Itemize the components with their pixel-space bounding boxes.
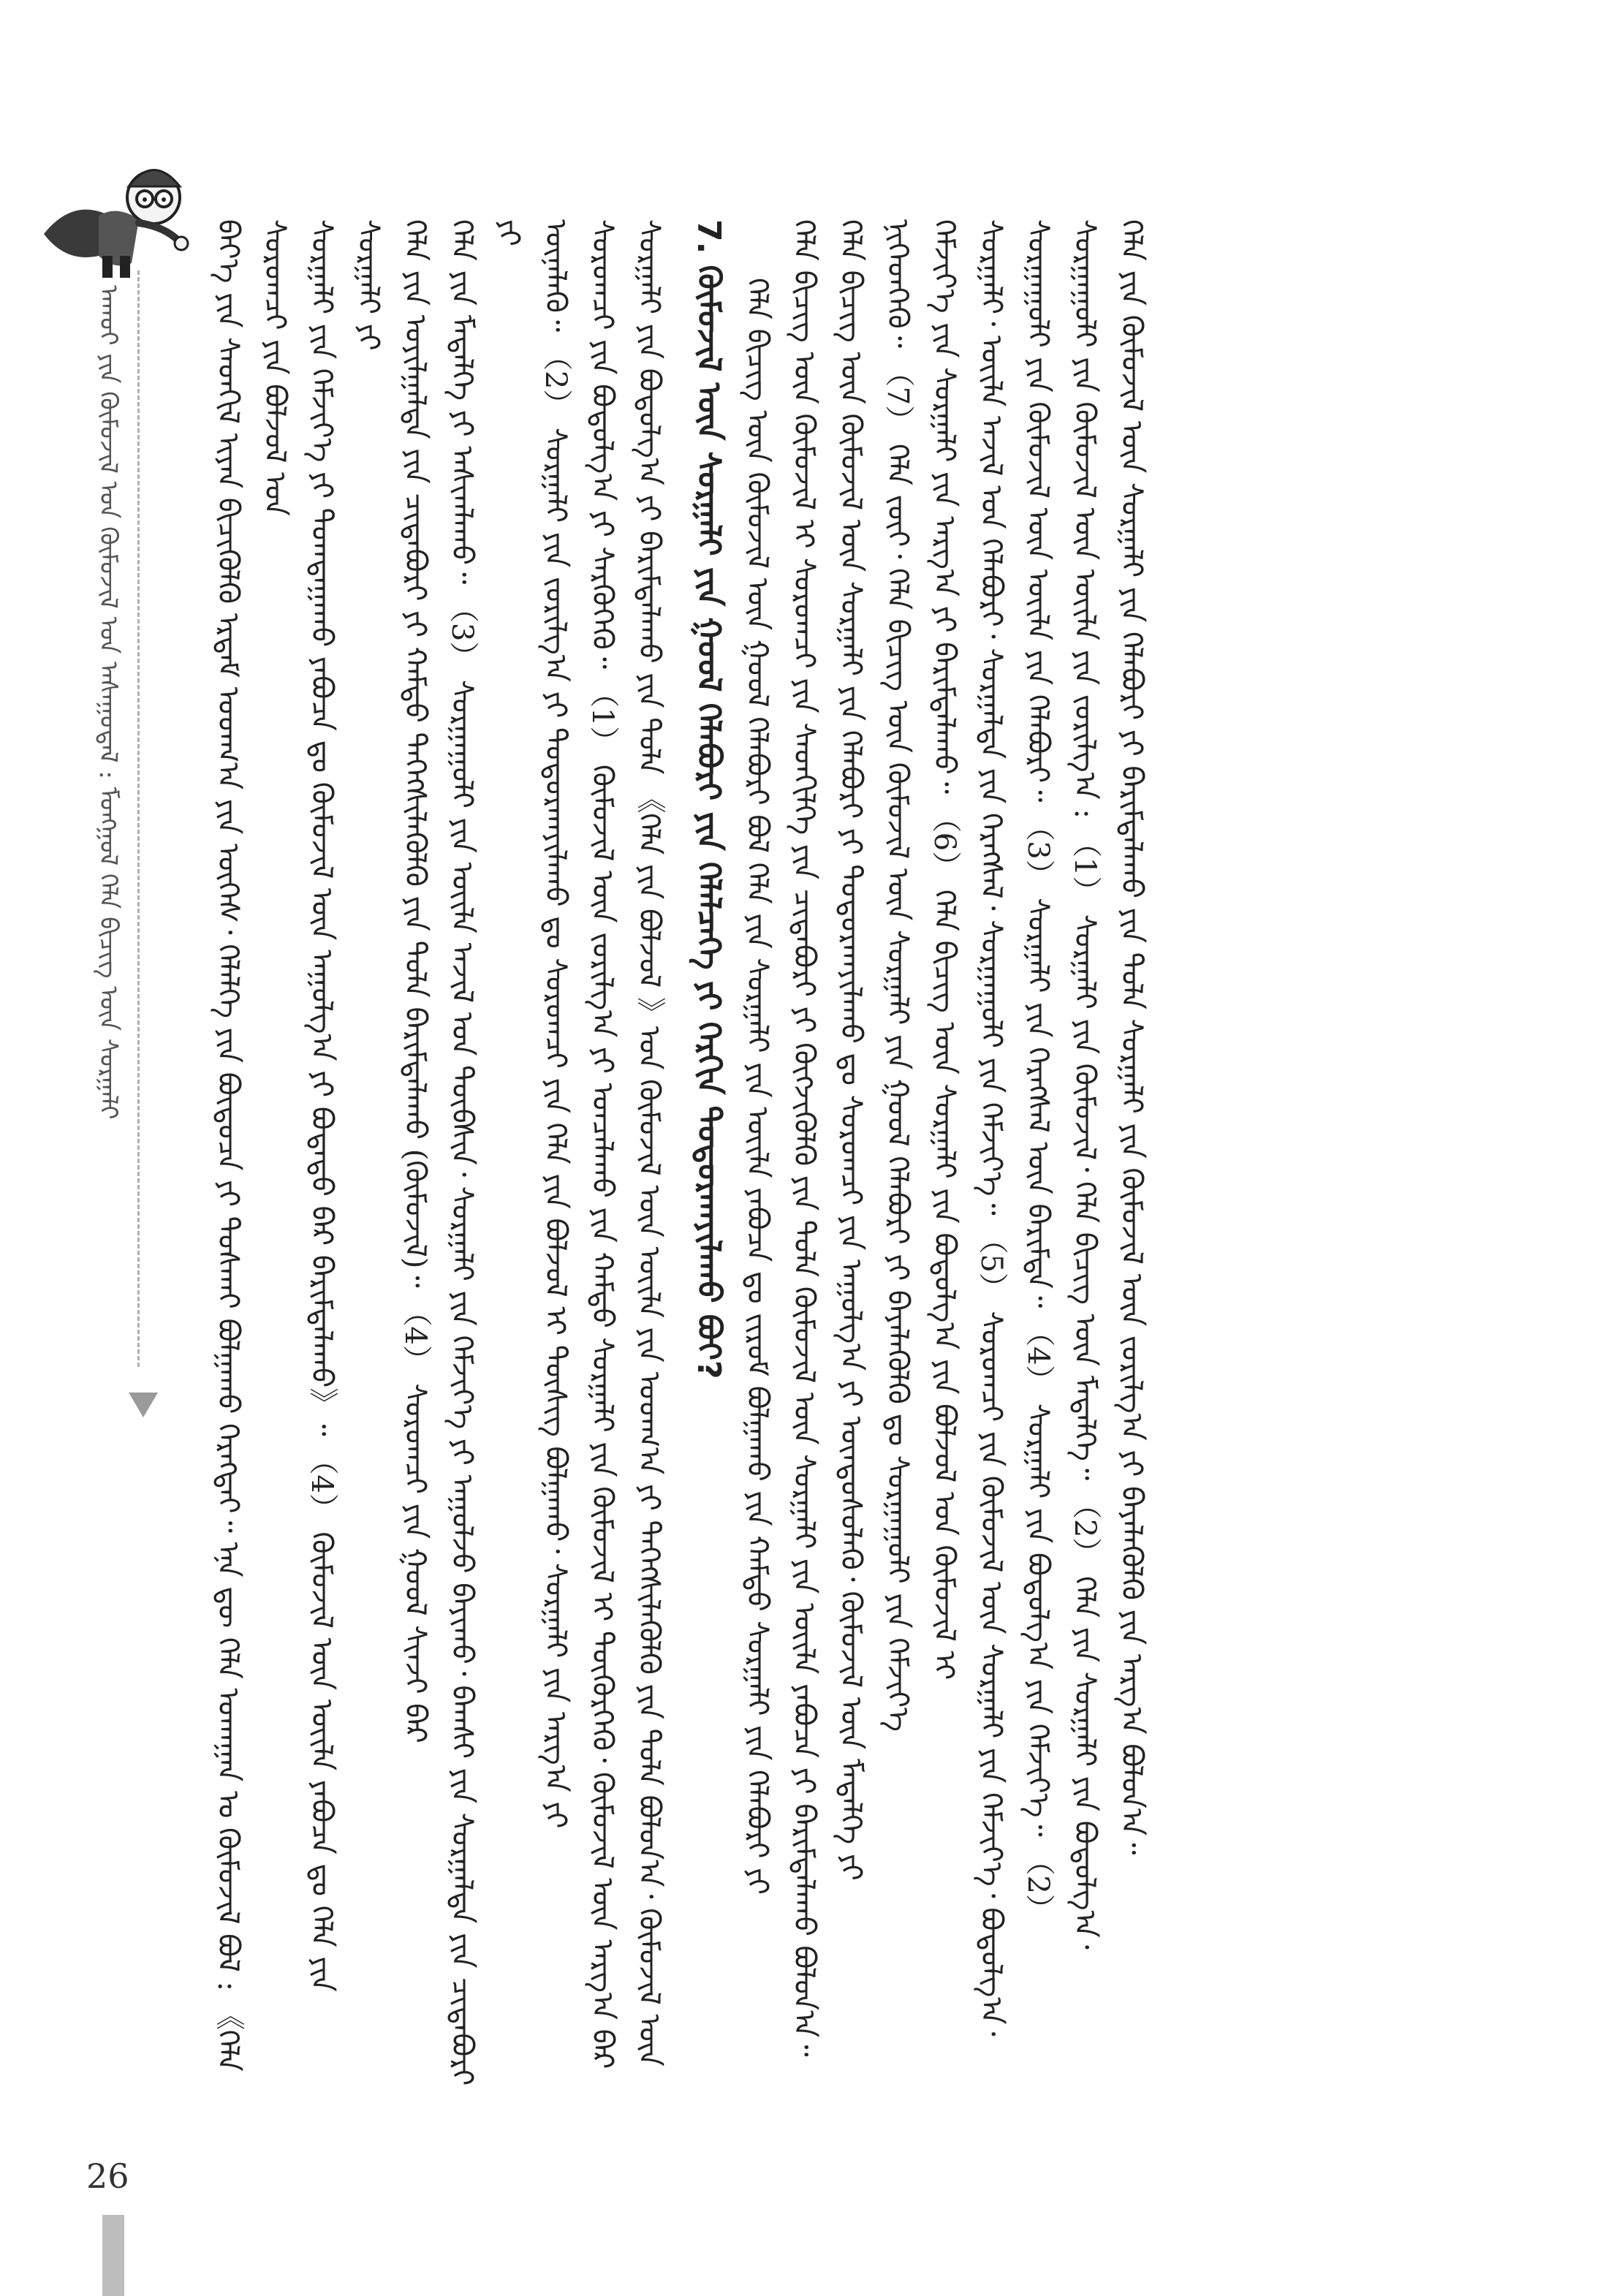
body-paragraph: ᠰᠤᠷᠭᠠᠯᠢ ᠶᠢᠨ ᠪᠣᠳᠤᠯᠭ᠎ᠠ ᠶᠢ ᠪᠠᠷᠢᠮᠲᠠᠯᠠᠬᠤ ᠶᠢᠨ ᠲᠤᠯᠠ 《ᠬᠡᠯᠡ ᠶᠢᠨ ᠪᠣᠯᠵᠣᠯ 》ᠤᠨ ᠬᠦᠮᠦᠵᠢᠯ ᠦᠨ ᠦᠢᠯᠡ ᠶᠢᠨ ᠤᠳᠬ᠎ᠠ ᠶᠢ ᠳᠡᠭᠡᠭᠰᠢᠯᠡᠭᠦᠯᠬᠦ ᠶᠢᠨ ᠲᠤᠯᠠ ᠪᠣᠯᠤᠨ᠎ᠠ᠂ ᠬᠦᠮᠦᠵᠢᠯ ᠦᠨ <box>632 219 666 2066</box>
section-paragraph: ᠬᠡᠯᠡ ᠶᠢᠨ ᠬᠦᠮᠦᠵᠢᠯ ᠦᠨ ᠰᠤᠷᠭᠠᠯᠢ ᠶᠢᠨ ᠬᠡᠯᠡᠪᠦᠷᠢ ᠶᠢ ᠪᠠᠷᠢᠮᠲᠠᠯᠠᠬᠤ ᠶᠢᠨ ᠲᠤᠯᠠ ᠰᠤᠷᠭᠠᠯᠢ ᠶᠢᠨ ᠬᠦᠮᠦᠵᠢᠯ ᠦᠨ ᠵᠣᠷᠢᠯᠭ᠎ᠠ ᠶᠢ ᠪᠡᠶᠡᠯᠡᠭᠦᠯᠬᠦ ᠶᠢᠨ ᠠᠷᠭ᠎ᠠ ᠪᠣᠯᠤᠨ᠎ᠠ᠃ <box>1115 219 1148 1855</box>
section-paragraph: ᠬᠡᠯᠡ ᠪᠢᠴᠢᠭ ᠦᠨ ᠬᠦᠮᠦᠵᠢᠯ ᠢ ᠰᠤᠷᠤᠭᠴᠢ ᠶᠢᠨ ᠰᠡᠳᠬᠢᠯᠭᠡ ᠶᠢᠨ ᠴᠢᠳᠠᠪᠤᠷᠢ ᠶᠢ ᠬᠥᠭᠵᠢᠭᠦᠯᠬᠦ ᠶᠢᠨ ᠲᠤᠯᠠ ᠬᠦᠮᠦᠵᠢᠯ ᠦᠨ ᠰᠤᠷᠭᠠᠯᠢ ᠶᠢᠨ ᠦᠢᠯᠡ ᠶᠠᠪᠤᠴᠠ ᠶᠢ ᠪᠠᠷᠢᠮᠲᠠᠯᠠᠬᠤ ᠪᠣᠯᠤᠨ᠎ᠠ᠃ <box>787 219 821 2057</box>
body-paragraph: ᠬᠡᠯᠡ ᠶᠢᠨ ᠮᠡᠳᠡᠯᠭᠡ ᠶᠢ ᠠᠰᠢᠭᠯᠠᠬᠤ᠃ （3） ᠰᠤᠷᠭᠠᠭᠤᠯᠢ ᠶᠢᠨ ᠦᠢᠯᠡ ᠠᠵᠢᠯ ᠤᠨ ᠲᠦᠪᠰᠢᠨ᠂ ᠰᠤᠷᠭᠠᠯᠢ ᠶᠢᠨ ᠬᠡᠮᠵᠢᠶ᠎ᠡ ᠶᠢ ᠠᠭᠤᠯᠵᠤ ᠪᠠᠶᠢᠬᠤ᠂ ᠪᠠᠭᠰᠢ ᠶᠢᠨ ᠰᠤᠷᠭᠠᠯᠲᠠ ᠶᠢᠨ ᠴᠢᠳᠠᠪᠤᠷᠢ ᠶᠢ <box>445 219 526 2086</box>
section-paragraph: ᠨᠢᠭᠡᠳᠭᠡᠬᠦ᠃ （7） ᠬᠡᠯᠡ ᠵᠦᠢ᠂ ᠬᠡᠯᠡ ᠪᠢᠴᠢᠭ ᠦᠨ ᠬᠦᠮᠦᠵᠢᠯ ᠦᠨ ᠰᠤᠷᠭᠠᠯᠢ ᠶᠢᠨ ᠭᠣᠣᠯ ᠬᠡᠯᠡᠪᠦᠷᠢ ᠶᠢ ᠪᠡᠶᠡᠯᠡᠭᠦᠯᠬᠦ ᠳᠤ ᠰᠤᠷᠭᠠᠭᠤᠯᠢ ᠶᠢᠨ ᠬᠡᠮᠵᠢᠶ᠎ᠡ <box>881 219 914 1732</box>
running-header: ᠠᠬᠤᠢ ᠶᠢᠨ ᠬᠦᠮᠦᠵᠢᠯ ᠤᠨ ᠬᠦᠮᠦᠵᠢᠯ ᠤᠨ ᠠᠰᠠᠭᠤᠳᠠᠯ : ᠮᠣᠩᠭᠣᠯ ᠬᠡᠯᠡ ᠪᠢᠴᠢᠭ ᠦᠨ ᠰᠤᠷᠭᠠᠯᠢ <box>94 285 123 1120</box>
page-edge-bar <box>102 2215 124 2296</box>
body-paragraph: ᠬᠡᠯᠡ ᠶᠢᠨ ᠣᠶᠢᠯᠭᠠᠯᠲᠠ ᠶᠢᠨ ᠴᠢᠳᠠᠪᠤᠷᠢ ᠶᠢ ᠬᠠᠮᠲᠤ ᠳᠡᠭᠡᠭᠰᠢᠯᠡᠭᠦᠯᠬᠦ ᠶᠢᠨ ᠲᠤᠯᠠ ᠪᠠᠷᠢᠮᠲᠠᠯᠠᠬᠤ (ᠬᠦᠮᠦᠵᠢᠯ)᠃ （4） ᠰᠤᠷᠤᠭᠴᠢ ᠶᠢᠨ ᠭᠣᠣᠯ ᠰᠢᠨᠵᠢ ᠪᠠᠷ <box>398 219 432 1743</box>
section-paragraph: ᠬᠡᠮᠵᠢᠶ᠎ᠡ ᠶᠢᠨ ᠰᠤᠷᠭᠠᠯᠢ ᠶᠢᠨ ᠠᠷᠭ᠎ᠠ ᠶᠢ ᠪᠠᠷᠢᠮᠲᠠᠯᠠᠬᠤ᠃ （6） ᠬᠡᠯᠡ ᠪᠢᠴᠢᠭ ᠦᠨ ᠰᠤᠷᠭᠠᠯᠢ ᠶᠢᠨ ᠪᠣᠳᠤᠯᠭ᠎ᠠ ᠶᠢᠨ ᠪᠣᠯᠵᠣᠯ ᠤᠨ ᠬᠦᠮᠦᠵᠢᠯ ᠢ <box>928 219 961 1681</box>
body-paragraph: ᠪᠡᠶ᠎ᠡ ᠶᠢᠨ ᠰᠡᠳᠬᠢᠯ ᠢᠶᠡᠨ ᠪᠢᠴᠢᠭᠦᠯᠬᠦ ᠡᠷᠳᠡᠮ ᠤᠳᠬ᠎ᠠ ᠶᠢᠨ ᠦᠭᠡᠰ᠂ ᠬᠡᠯᠡᠯᠭᠡ ᠶᠢᠨ ᠪᠦᠲᠦᠴᠡ ᠶᠢ ᠲᠤᠰᠬᠠᠢ ᠪᠣᠯᠭᠠᠬᠤ ᠬᠡᠷᠡᠭᠲᠡᠢ᠃ ᠡᠨᠡ ᠳᠦ ᠬᠡᠯᠡ ᠤᠬᠠᠭᠠᠨ ᠤ ᠬᠦᠮᠦᠵᠢᠯ ᠪᠣᠯ : 《ᠬᠡᠯᠡ ᠰᠤᠷᠤᠭᠴᠢ ᠶᠢᠨ ᠪᠣᠯᠵᠣᠯ ᠤᠨ <box>211 219 292 2072</box>
body-paragraph: ᠰᠤᠷᠭᠠᠯᠢ ᠶᠢᠨ ᠬᠡᠮᠵᠢᠶ᠎ᠡ ᠶᠢ ᠲᠣᠭᠲᠠᠭᠠᠬᠤ ᠶᠠᠪᠤᠴᠠ ᠳᠤ ᠬᠦᠮᠦᠵᠢᠯ ᠦᠨ ᠠᠭᠤᠯᠭ᠎ᠠ ᠶᠢ ᠪᠣᠳᠠᠲᠤ ᠪᠡᠷ ᠪᠠᠷᠢᠮᠲᠠᠯᠠᠬᠤ》᠃ （4） ᠬᠦᠮᠦᠵᠢᠯ ᠦᠨ ᠦᠢᠯᠡ ᠶᠠᠪᠤᠴᠠ ᠳᠤ ᠬᠡᠯᠡ ᠶᠢᠨ ᠰᠤᠷᠭᠠᠯᠢ ᠶᠢ <box>305 219 385 1992</box>
section-paragraph: ᠬᠡᠯᠡ ᠪᠢᠴᠢᠭ ᠦᠨ ᠬᠦᠮᠦᠵᠢᠯ ᠦᠨ ᠰᠤᠷᠭᠠᠯᠢ ᠶᠢᠨ ᠬᠡᠯᠡᠪᠦᠷᠢ ᠶᠢ ᠲᠣᠳᠣᠷᠬᠠᠶᠢᠯᠠᠬᠤ ᠳᠤ ᠰᠤᠷᠤᠭᠴᠢ ᠶᠢᠨ ᠠᠭᠤᠯᠭ᠎ᠠ ᠶᠢ ᠦᠨᠳᠦᠰᠦᠯᠡᠬᠦ᠂ ᠬᠦᠮᠦᠵᠢᠯ ᠦᠨ ᠮᠡᠳᠡᠯᠭᠡ ᠶᠢ <box>834 219 868 1881</box>
body-paragraph: ᠰᠤᠷᠤᠭᠴᠢ ᠶᠢᠨ ᠪᠣᠳᠤᠯᠭ᠎ᠠ ᠶᠢ ᠰᠡᠷᠭᠦᠭᠡᠬᠦ᠃ （1） ᠬᠦᠮᠦᠵᠢᠯ ᠦᠨ ᠵᠣᠷᠢᠯᠭ᠎ᠠ ᠶᠢ ᠣᠨᠴᠠᠯᠠᠬᠤ ᠶᠢᠨ ᠬᠠᠮᠲᠤ ᠰᠤᠷᠭᠠᠯᠢ ᠶᠢᠨ ᠬᠦᠮᠦᠵᠢᠯ ᠢ ᠳᠦᠭᠦᠷᠭᠡᠬᠦ᠂ ᠬᠦᠮᠦᠵᠢᠯ ᠦᠨ ᠠᠷᠭ᠎ᠠ ᠪᠠᠷ <box>586 219 619 2069</box>
section-heading: 7. ᠬᠦᠮᠦᠵᠢᠯ ᠦᠨ ᠰᠤᠷᠭᠠᠯᠢ ᠶᠢᠨ ᠭᠣᠣᠯ ᠬᠡᠯᠡᠪᠦᠷᠢ ᠶᠢᠨ ᠬᠡᠯᠡᠯᠴᠡᠭᠡ ᠶᠢ ᠬᠡᠷᠬᠢᠨ ᠲᠣᠳᠣᠷᠬᠠᠶᠢᠯᠠᠬᠤ ᠪᠤᠢ? <box>690 219 727 1379</box>
cartoon-boy-with-glasses-icon <box>29 146 205 285</box>
section-paragraph: ᠰᠤᠷᠭᠠᠭᠤᠯᠢ ᠶᠢᠨ ᠬᠦᠮᠦᠵᠢᠯ ᠦᠨ ᠦᠢᠯᠡ ᠶᠢᠨ ᠬᠡᠯᠡᠪᠦᠷᠢ᠃ （3） ᠰᠤᠷᠭᠠᠯᠢ ᠶᠢᠨ ᠬᠡᠷᠡᠭᠰᠡᠯ ᠦᠨ ᠪᠠᠷᠢᠮᠲᠠ᠃ （4） ᠰᠤᠷᠭᠠᠯᠢ ᠶᠢᠨ ᠪᠣᠳᠤᠯᠭ᠎ᠠ ᠶᠢᠨ ᠬᠡᠮᠵᠢᠶ᠎ᠡ᠃ （2） <box>1021 219 1055 1923</box>
section-paragraph: ᠰᠤᠷᠭᠠᠯᠢ᠂ ᠦᠢᠯᠡ ᠠᠵᠢᠯ ᠤᠨ ᠬᠡᠯᠡᠪᠦᠷᠢ᠂ ᠰᠤᠷᠭᠠᠯᠲᠠ ᠶᠢᠨ ᠬᠡᠷᠡᠭᠰᠡᠯ᠂ ᠰᠤᠷᠭᠠᠭᠤᠯᠢ ᠶᠢᠨ ᠬᠡᠮᠵᠢᠶ᠎ᠡ᠃ （5） ᠰᠤᠷᠤᠭᠴᠢ ᠶᠢᠨ ᠬᠦᠮᠦᠵᠢᠯ ᠦᠨ ᠰᠤᠷᠭᠠᠯᠢ ᠶᠢᠨ ᠬᠡᠮᠵᠢᠶ᠎ᠡ᠂ ᠪᠣᠳᠤᠯᠭ᠎ᠠ᠂ <box>974 219 1008 2037</box>
page-number: 26 <box>86 2156 129 2196</box>
section-paragraph: ᠰᠤᠷᠭᠠᠭᠤᠯᠢ ᠶᠢᠨ ᠬᠦᠮᠦᠵᠢᠯ ᠦᠨ ᠦᠢᠯᠡ ᠶᠢᠨ ᠵᠣᠷᠢᠯᠭ᠎ᠠ : （1） ᠰᠤᠷᠭᠠᠯᠢ ᠶᠢᠨ ᠬᠦᠮᠦᠵᠢᠯ᠂ ᠬᠡᠯᠡ ᠪᠢᠴᠢᠭ ᠦᠨ ᠮᠡᠳᠡᠯᠭᠡ᠃ （2） ᠬᠡᠯᠡ ᠶᠢᠨ ᠰᠤᠷᠭᠠᠯᠢ ᠶᠢᠨ ᠪᠣᠳᠤᠯᠭ᠎ᠠ᠂ <box>1068 219 1102 1950</box>
section-paragraph: ᠬᠡᠯᠡ ᠪᠢᠴᠢᠭ ᠦᠨ ᠬᠦᠮᠦᠵᠢᠯ ᠦᠨ ᠭᠣᠣᠯ ᠬᠡᠯᠡᠪᠦᠷᠢ ᠪᠣᠯ ᠬᠡᠯᠡ ᠶᠢᠨ ᠰᠤᠷᠭᠠᠯᠢ ᠶᠢᠨ ᠦᠢᠯᠡ ᠶᠠᠪᠤᠴᠠ ᠳᠤ ᠵᠢᠷᠤᠮ ᠪᠣᠯᠭᠠᠬᠤ ᠶᠢᠨ ᠬᠠᠮᠲᠤ ᠰᠤᠷᠭᠠᠯᠢ ᠶᠢᠨ ᠬᠡᠯᠡᠪᠦᠷᠢ ᠶᠢ <box>740 278 774 1895</box>
main-text-block <box>205 219 1148 2091</box>
triangle-marker-icon <box>129 1393 158 1417</box>
body-paragraph: ᠦᠨᠡᠯᠡᠬᠦ᠃ （2） ᠰᠤᠷᠭᠠᠯᠢ ᠶᠢᠨ ᠵᠣᠷᠢᠯᠭ᠎ᠠ ᠶᠢ ᠲᠣᠳᠣᠷᠬᠠᠶᠢᠯᠠᠬᠤ ᠳᠤ ᠰᠤᠷᠤᠭᠴᠢ ᠶᠢᠨ ᠬᠡᠯᠡ ᠶᠢᠨ ᠪᠣᠯᠵᠣᠯ ᠢ ᠲᠦᠰᠢᠭ ᠪᠣᠯᠭᠠᠬᠤ᠂ ᠰᠤᠷᠭᠠᠯᠢ ᠶᠢᠨ ᠠᠷᠭ᠎ᠠ ᠶᠢ <box>539 219 572 1829</box>
dashed-divider <box>137 270 140 1367</box>
